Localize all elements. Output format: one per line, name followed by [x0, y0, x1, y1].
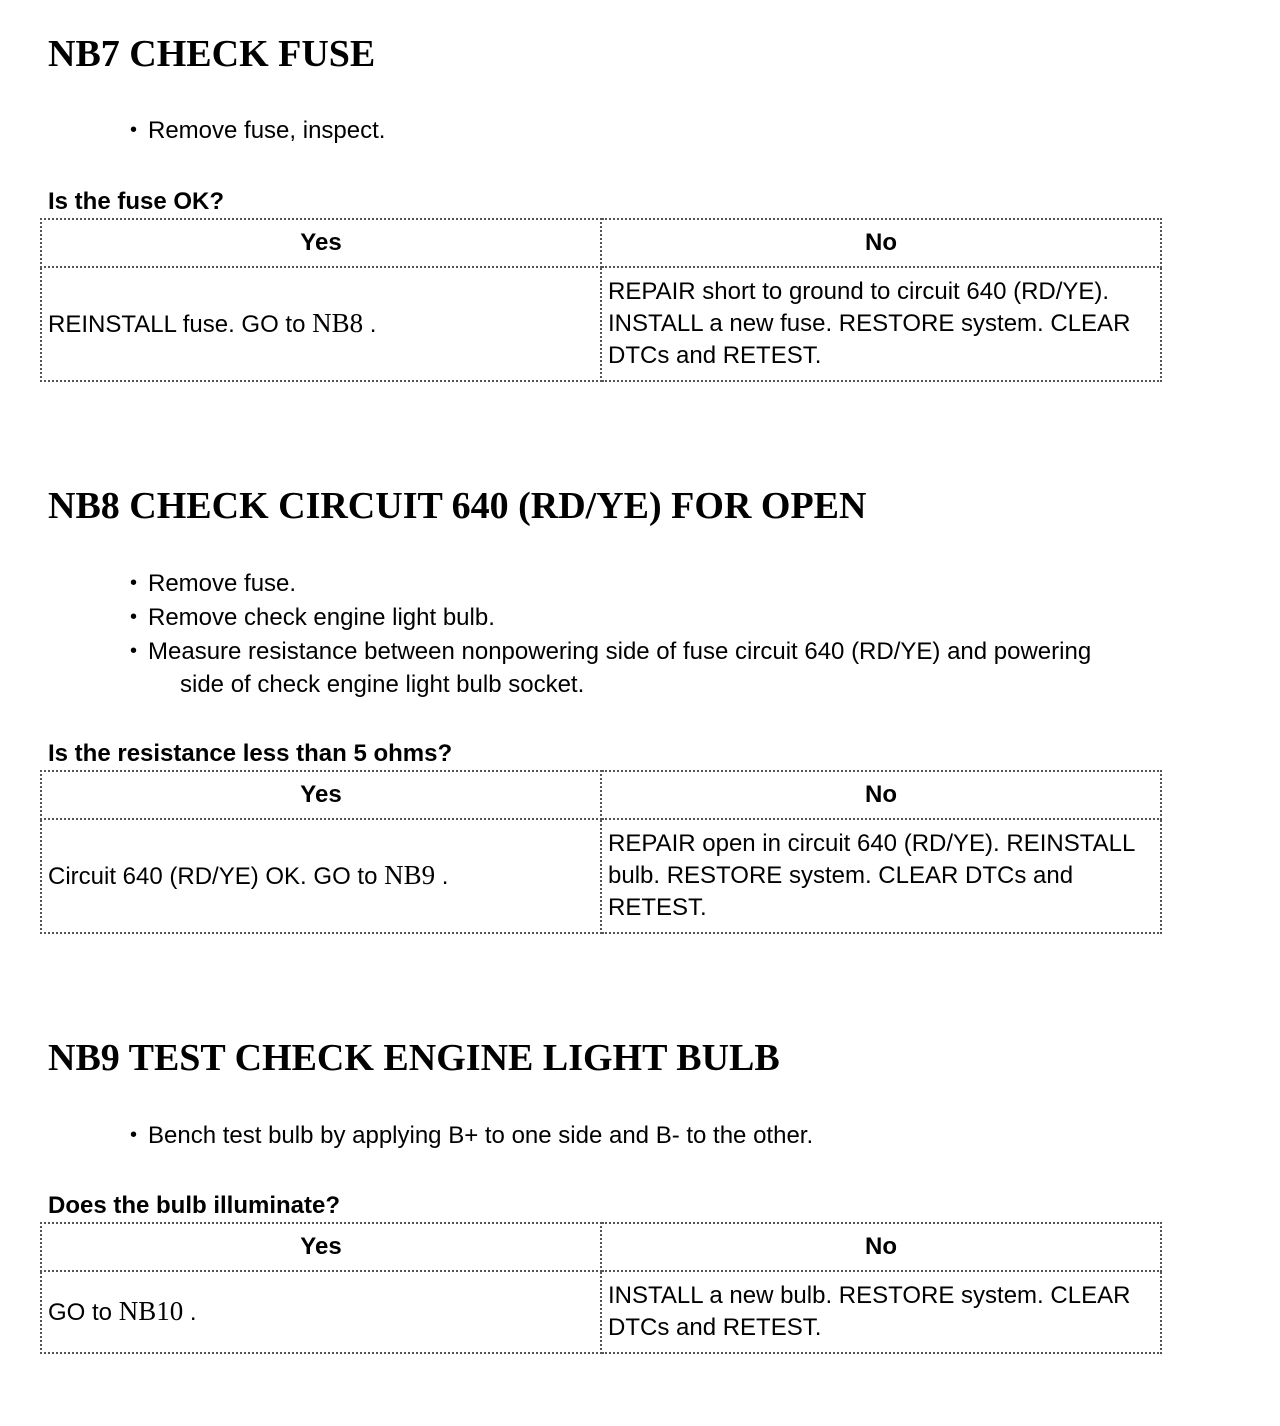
- yes-cell: REINSTALL fuse. GO to NB8 .: [41, 267, 601, 381]
- yes-cell: GO to NB10 .: [41, 1271, 601, 1353]
- step-list: [130, 1119, 1250, 1152]
- step-item: • Bench test bulb by applying B+ to one side and B- to the other.: [130, 1119, 1250, 1152]
- bullet-icon: •: [130, 119, 138, 141]
- question: Is the resistance less than 5 ohms?: [48, 740, 453, 767]
- yes-header: Yes: [41, 219, 601, 267]
- yes-header: Yes: [41, 1223, 601, 1271]
- question: Is the fuse OK?: [48, 188, 225, 215]
- yes-no-table: [40, 218, 1162, 382]
- step-list: [130, 567, 1250, 701]
- bullet-icon: •: [130, 572, 138, 594]
- bullet-icon: •: [130, 1124, 138, 1146]
- step-item: • Measure resistance between nonpowering side of fuse circuit 640 (RD/YE) and powering: [130, 635, 1250, 668]
- yes-header: Yes: [41, 771, 601, 819]
- section-title: NB8 CHECK CIRCUIT 640 (RD/YE) FOR OPEN: [48, 485, 867, 527]
- step-item: • Remove fuse.: [130, 567, 1250, 600]
- no-cell: REPAIR short to ground to circuit 640 (RD/YE). INSTALL a new fuse. RESTORE system. CLEAR DTCs and RETEST.: [601, 267, 1161, 381]
- section-title: NB7 CHECK FUSE: [48, 33, 376, 75]
- step-list: [130, 114, 1250, 147]
- section-title: NB9 TEST CHECK ENGINE LIGHT BULB: [48, 1037, 780, 1079]
- question: Does the bulb illuminate?: [48, 1192, 341, 1219]
- step-item-continued: side of check engine light bulb socket.: [180, 671, 585, 698]
- yes-no-table: [40, 1222, 1162, 1354]
- no-header: No: [601, 771, 1161, 819]
- bullet-icon: •: [130, 606, 138, 628]
- no-cell: REPAIR open in circuit 640 (RD/YE). REINSTALL bulb. RESTORE system. CLEAR DTCs and RETEST.: [601, 819, 1161, 933]
- bullet-icon: •: [130, 640, 138, 662]
- step-item: • Remove fuse, inspect.: [130, 114, 1250, 147]
- no-cell: INSTALL a new bulb. RESTORE system. CLEAR DTCs and RETEST.: [601, 1271, 1161, 1353]
- yes-no-table: [40, 770, 1162, 934]
- go-to-link[interactable]: NB10: [118, 1296, 184, 1326]
- no-header: No: [601, 1223, 1161, 1271]
- go-to-link[interactable]: NB9: [384, 860, 436, 890]
- step-item: • Remove check engine light bulb.: [130, 601, 1250, 634]
- go-to-link[interactable]: NB8: [312, 308, 364, 338]
- yes-cell: Circuit 640 (RD/YE) OK. GO to NB9 .: [41, 819, 601, 933]
- no-header: No: [601, 219, 1161, 267]
